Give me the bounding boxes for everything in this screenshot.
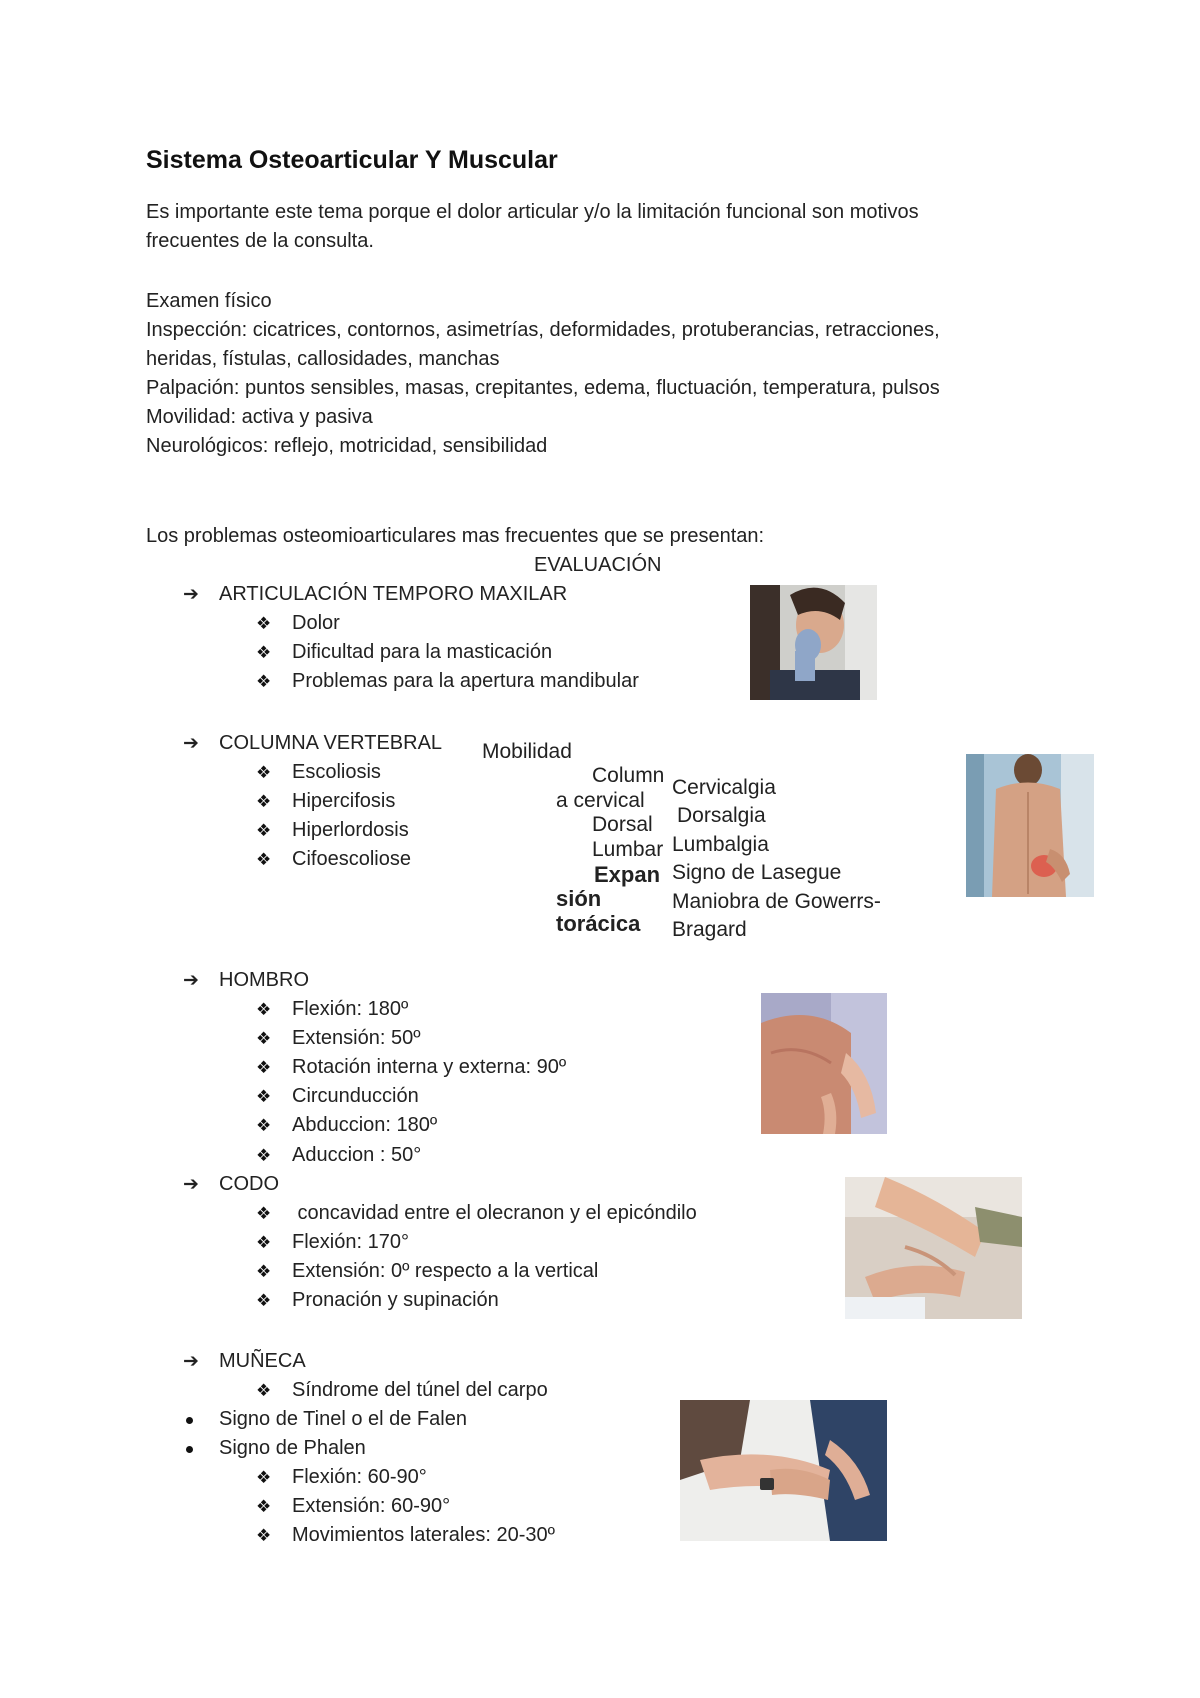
- diamond-bullet-icon: ❖: [256, 1116, 272, 1135]
- exam-movilidad: Movilidad: activa y pasiva: [146, 406, 373, 428]
- diamond-bullet-icon: ❖: [256, 1233, 272, 1252]
- problems-intro: Los problemas osteomioarticulares mas frecuentes que se presentan:: [146, 525, 765, 547]
- columna-item: Cifoescoliose: [292, 848, 411, 870]
- diamond-bullet-icon: ❖: [256, 672, 272, 691]
- codo-item: Flexión: 170°: [292, 1231, 409, 1253]
- diamond-bullet-icon: ❖: [256, 1058, 272, 1077]
- exam-inspeccion-line-2: heridas, fístulas, callosidades, manchas: [146, 348, 500, 370]
- hombro-item: Extensión: 50º: [292, 1027, 421, 1049]
- finding-lumbalgia: Lumbalgia: [672, 833, 769, 856]
- jaw-exam-photo: [750, 585, 877, 700]
- elbow-exam-photo: [845, 1177, 1022, 1319]
- columna-item: Hiperlordosis: [292, 819, 409, 841]
- diamond-bullet-icon: ❖: [256, 1291, 272, 1310]
- muneca-sign: Signo de Phalen: [219, 1437, 366, 1459]
- atm-item: Dolor: [292, 612, 340, 634]
- segment-expansion-line-2: sión: [556, 886, 602, 911]
- arrow-bullet-icon: ➔: [183, 1174, 199, 1195]
- hombro-title: HOMBRO: [219, 969, 309, 991]
- codo-title: CODO: [219, 1173, 279, 1195]
- columna-mobility-label: Mobilidad: [482, 740, 572, 763]
- diamond-bullet-icon: ❖: [256, 1497, 272, 1516]
- arrow-bullet-icon: ➔: [183, 584, 199, 605]
- diamond-bullet-icon: ❖: [256, 763, 272, 782]
- diamond-bullet-icon: ❖: [256, 1029, 272, 1048]
- intro-line-1: Es importante este tema porque el dolor articular y/o la limitación funcional son motivos: [146, 201, 919, 223]
- codo-item: concavidad entre el olecranon y el epicóndilo: [292, 1202, 697, 1224]
- diamond-bullet-icon: ❖: [256, 614, 272, 633]
- diamond-bullet-icon: ❖: [256, 1526, 272, 1545]
- diamond-bullet-icon: ❖: [256, 1146, 272, 1165]
- segment-expansion-line-1: Expan: [594, 862, 661, 887]
- finding-gowers-line-2: Bragard: [672, 918, 747, 941]
- shoulder-exam-photo: [761, 993, 887, 1134]
- segment-cervical-line-1: Column: [592, 764, 665, 787]
- finding-gowers-line-1: Maniobra de Gowerrs-: [672, 890, 881, 913]
- diamond-bullet-icon: ❖: [256, 1204, 272, 1223]
- diamond-bullet-icon: ❖: [256, 1381, 272, 1400]
- muneca-item: Movimientos laterales: 20-30º: [292, 1524, 555, 1546]
- diamond-bullet-icon: ❖: [256, 821, 272, 840]
- arrow-bullet-icon: ➔: [183, 1351, 199, 1372]
- intro-line-2: frecuentes de la consulta.: [146, 230, 374, 252]
- evaluacion-heading: EVALUACIÓN: [534, 554, 662, 576]
- arrow-bullet-icon: ➔: [183, 970, 199, 991]
- hombro-item: Flexión: 180º: [292, 998, 409, 1020]
- wrist-exam-photo: [680, 1400, 887, 1541]
- diamond-bullet-icon: ❖: [256, 1468, 272, 1487]
- round-bullet-icon: [186, 1417, 193, 1424]
- finding-lasegue: Signo de Lasegue: [672, 861, 842, 884]
- atm-title: ARTICULACIÓN TEMPORO MAXILAR: [219, 583, 568, 605]
- lower-back-pain-photo: [966, 754, 1094, 897]
- segment-lumbar: Lumbar: [592, 838, 664, 861]
- exam-palpacion: Palpación: puntos sensibles, masas, crepitantes, edema, fluctuación, temperatura, pulsos: [146, 377, 940, 399]
- columna-item: Hipercifosis: [292, 790, 396, 812]
- codo-item: Pronación y supinación: [292, 1289, 499, 1311]
- diamond-bullet-icon: ❖: [256, 850, 272, 869]
- muneca-item: Flexión: 60-90°: [292, 1466, 427, 1488]
- exam-neurologicos: Neurológicos: reflejo, motricidad, sensibilidad: [146, 435, 548, 457]
- muneca-syndrome: Síndrome del túnel del carpo: [292, 1379, 548, 1401]
- page-title: Sistema Osteoarticular Y Muscular: [146, 146, 558, 174]
- muneca-sign: Signo de Tinel o el de Falen: [219, 1408, 467, 1430]
- diamond-bullet-icon: ❖: [256, 792, 272, 811]
- codo-item: Extensión: 0º respecto a la vertical: [292, 1260, 599, 1282]
- hombro-item: Aduccion : 50°: [292, 1144, 422, 1166]
- segment-cervical-line-2: a cervical: [556, 789, 645, 812]
- hombro-item: Abduccion: 180º: [292, 1114, 438, 1136]
- muneca-title: MUÑECA: [219, 1350, 306, 1372]
- hombro-item: Rotación interna y externa: 90º: [292, 1056, 567, 1078]
- finding-dorsalgia: Dorsalgia: [677, 804, 766, 827]
- muneca-item: Extensión: 60-90°: [292, 1495, 451, 1517]
- columna-title: COLUMNA VERTEBRAL: [219, 732, 443, 754]
- segment-dorsal: Dorsal: [592, 813, 653, 836]
- diamond-bullet-icon: ❖: [256, 643, 272, 662]
- atm-item: Problemas para la apertura mandibular: [292, 670, 639, 692]
- round-bullet-icon: [186, 1446, 193, 1453]
- segment-expansion-line-3: torácica: [556, 911, 641, 936]
- finding-cervicalgia: Cervicalgia: [672, 776, 776, 799]
- exam-heading: Examen físico: [146, 290, 272, 312]
- columna-item: Escoliosis: [292, 761, 381, 783]
- diamond-bullet-icon: ❖: [256, 1087, 272, 1106]
- atm-item: Dificultad para la masticación: [292, 641, 553, 663]
- hombro-item: Circunducción: [292, 1085, 419, 1107]
- arrow-bullet-icon: ➔: [183, 733, 199, 754]
- exam-inspeccion-line-1: Inspección: cicatrices, contornos, asimetrías, deformidades, protuberancias, retracciones,: [146, 319, 940, 341]
- diamond-bullet-icon: ❖: [256, 1262, 272, 1281]
- diamond-bullet-icon: ❖: [256, 1000, 272, 1019]
